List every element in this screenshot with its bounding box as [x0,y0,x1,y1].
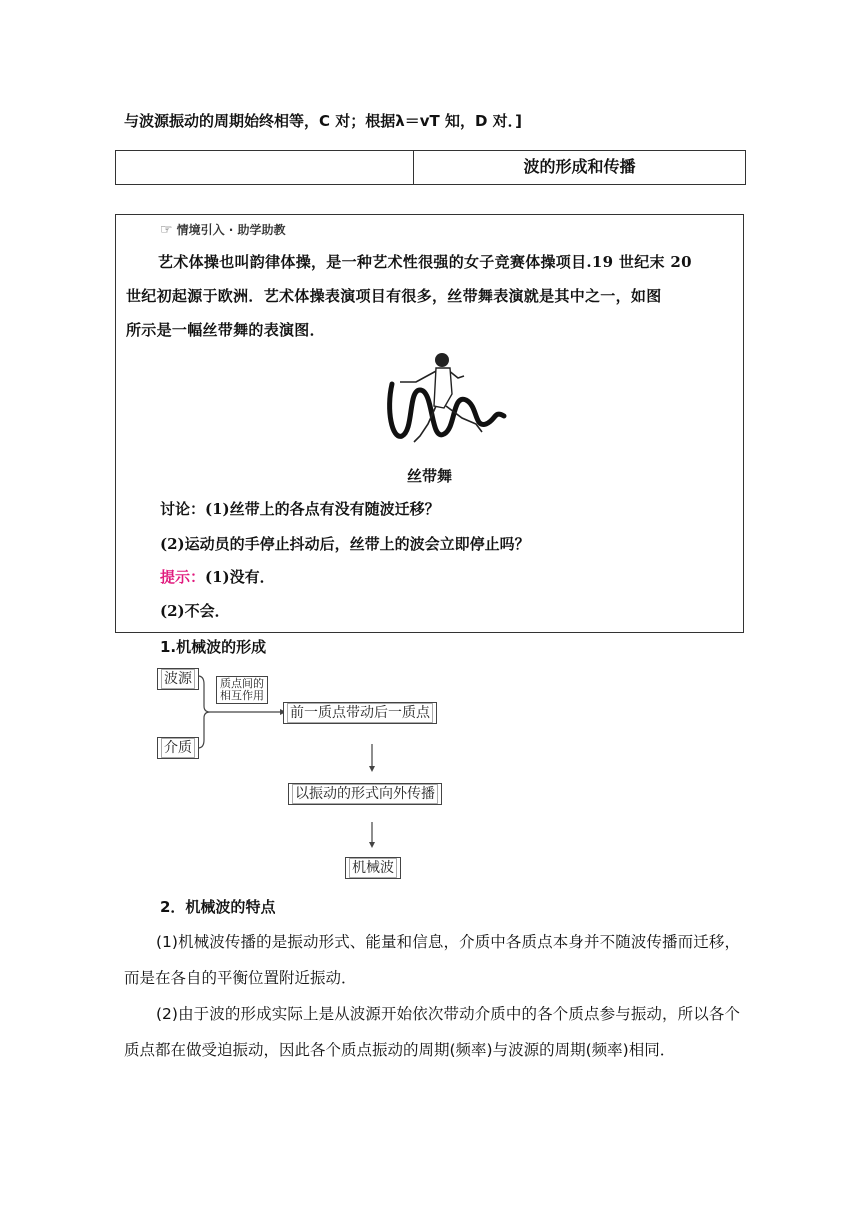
flow-box-interaction [216,676,268,704]
previous-answer-text: 与波源振动的周期始终相等，C 对；根据λ＝vT 知，D 对．] [124,112,522,130]
header-empty-cell [116,151,414,184]
intro-box [115,214,744,633]
intro-line-2: 世纪初起源于欧洲．艺术体操表演项目有很多，丝带舞表演就是其中之一，如图 [126,287,662,305]
section1-title: 1.机械波的形成 [160,638,267,656]
hint-label: 提示： [160,568,206,586]
hint-line-1 [160,566,275,587]
flow-box-spread: 以振动的形式向外传播 [288,783,442,805]
intro-tag-label: 情境引入 · 助学助教 [176,223,286,237]
intro-tag [160,221,285,238]
intro-paragraph [126,245,738,347]
flow-box-mechanical-wave: 机械波 [345,857,401,879]
section2-paragraph-2: (2)由于波的形成实际上是从波源开始依次带动介质中的各个质点参与振动，所以各个质点都在做受迫振动，因此各个质点振动的周期(频率)与波源的周期(频率)相同． [124,1005,740,1059]
section2-title: 2．机械波的特点 [160,898,276,916]
intro-line-1: 艺术体操也叫韵律体操，是一种艺术性很强的女子竞赛体操项目.19 世纪末 20 [158,253,692,271]
section-header-table [115,150,746,185]
interaction-line-1: 质点间的 [220,677,264,690]
hint-answer-2: (2)不会． [160,602,230,620]
flow-box-drive: 前一质点带动后一质点 [283,702,437,724]
ribbon-dancer-illustration [386,350,516,452]
flow-box-medium: 介质 [157,737,199,759]
intro-line-3: 所示是一幅丝带舞的表演图． [126,321,325,339]
discussion-question-2: (2)运动员的手停止抖动后，丝带上的波会立即停止吗？ [160,535,530,553]
flow-box-wave-source: 波源 [157,668,199,690]
section-title: 波的形成和传播 [523,157,636,176]
figure-caption: 丝带舞 [406,467,452,485]
pointing-hand-icon: ☞ [160,221,173,238]
discussion-question-1: 讨论：(1)丝带上的各点有没有随波迁移？ [160,500,440,518]
interaction-line-2: 相互作用 [220,689,264,702]
hint-answer-1: (1)没有． [205,568,275,586]
section2-paragraph-1: (1)机械波传播的是振动形式、能量和信息，介质中各质点本身并不随波传播而迁移，而是在各自的平衡位置附近振动． [124,933,740,987]
